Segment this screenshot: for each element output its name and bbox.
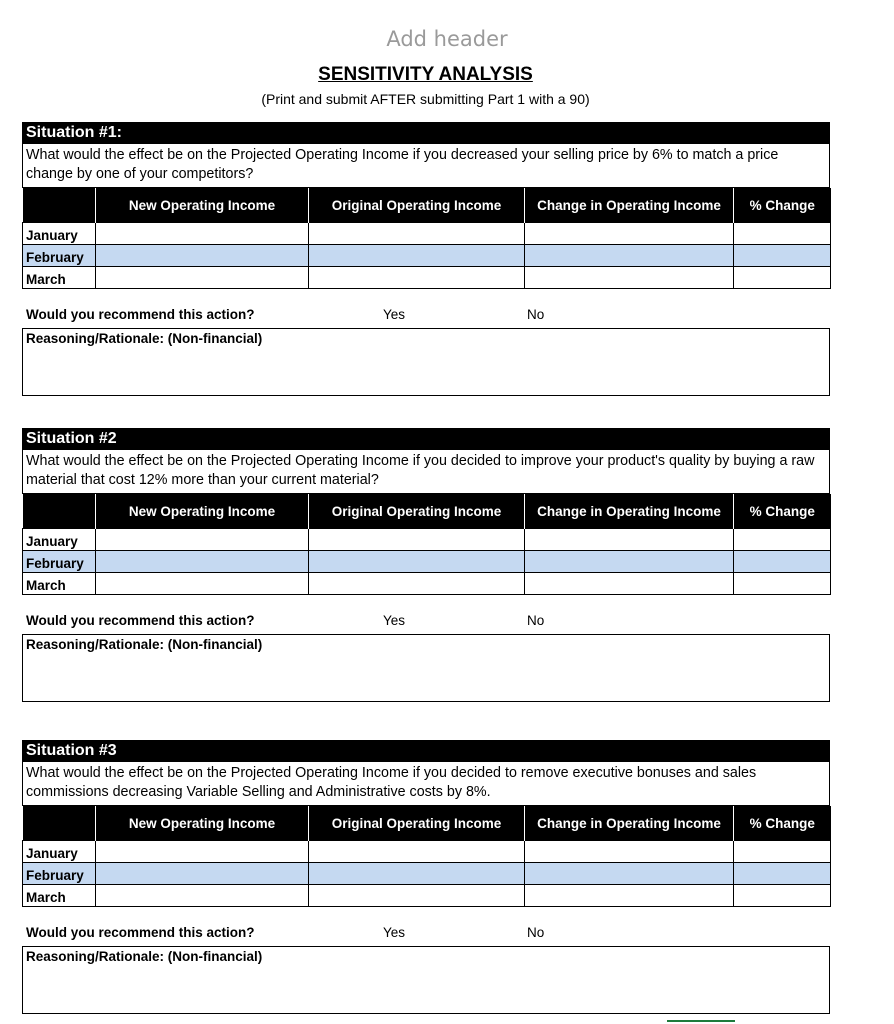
percent-change-cell[interactable] [734, 267, 831, 289]
reasoning-label: Reasoning/Rationale: (Non-financial) [26, 637, 263, 652]
table-row [23, 863, 831, 885]
situation-2-section [22, 428, 830, 702]
recommend-row [22, 923, 830, 945]
new-income-cell[interactable] [96, 551, 309, 573]
change-income-cell[interactable] [525, 267, 734, 289]
reasoning-label: Reasoning/Rationale: (Non-financial) [26, 949, 263, 964]
change-income-cell[interactable] [525, 841, 734, 863]
change-income-cell[interactable] [525, 551, 734, 573]
table-row [23, 245, 831, 267]
column-header: Original Operating Income [309, 188, 525, 223]
column-header [23, 494, 96, 529]
no-option[interactable]: No [527, 613, 545, 628]
recommend-question: Would you recommend this action? [26, 307, 255, 322]
original-income-cell[interactable] [309, 841, 525, 863]
new-income-cell[interactable] [96, 841, 309, 863]
percent-change-cell[interactable] [734, 529, 831, 551]
percent-change-cell[interactable] [734, 573, 831, 595]
change-income-cell[interactable] [525, 573, 734, 595]
column-header [23, 806, 96, 841]
column-header: New Operating Income [96, 188, 309, 223]
original-income-cell[interactable] [309, 245, 525, 267]
table-row [23, 223, 831, 245]
income-table [22, 494, 831, 595]
change-income-cell[interactable] [525, 863, 734, 885]
reasoning-box[interactable] [22, 946, 830, 1014]
page-title: SENSITIVITY ANALYSIS [318, 64, 533, 85]
column-header: Original Operating Income [309, 494, 525, 529]
add-header-placeholder[interactable]: Add header [386, 27, 508, 51]
reasoning-box[interactable] [22, 634, 830, 702]
month-label: February [23, 863, 96, 885]
new-income-cell[interactable] [96, 529, 309, 551]
yes-option[interactable]: Yes [383, 613, 406, 628]
month-label: March [23, 885, 96, 907]
new-income-cell[interactable] [96, 863, 309, 885]
original-income-cell[interactable] [309, 885, 525, 907]
table-row [23, 267, 831, 289]
month-label: January [23, 223, 96, 245]
column-header: Change in Operating Income [525, 494, 734, 529]
original-income-cell[interactable] [309, 529, 525, 551]
table-row [23, 885, 831, 907]
original-income-cell[interactable] [309, 551, 525, 573]
income-table [22, 188, 831, 289]
selected-cell-indicator [667, 1020, 735, 1022]
new-income-cell[interactable] [96, 885, 309, 907]
percent-change-cell[interactable] [734, 841, 831, 863]
column-header: % Change [734, 188, 831, 223]
recommend-row [22, 305, 830, 327]
no-option[interactable]: No [527, 307, 545, 322]
change-income-cell[interactable] [525, 529, 734, 551]
new-income-cell[interactable] [96, 245, 309, 267]
month-label: February [23, 551, 96, 573]
month-label: January [23, 841, 96, 863]
recommend-question: Would you recommend this action? [26, 925, 255, 940]
original-income-cell[interactable] [309, 863, 525, 885]
percent-change-cell[interactable] [734, 223, 831, 245]
table-row [23, 529, 831, 551]
situation-heading: Situation #2 [22, 428, 830, 450]
new-income-cell[interactable] [96, 223, 309, 245]
recommend-row [22, 611, 830, 633]
yes-option[interactable]: Yes [383, 925, 406, 940]
column-header [23, 188, 96, 223]
table-row [23, 551, 831, 573]
situation-heading: Situation #3 [22, 740, 830, 762]
table-header-row [23, 806, 831, 841]
no-option[interactable]: No [527, 925, 545, 940]
yes-option[interactable]: Yes [383, 307, 406, 322]
table-header-row [23, 188, 831, 223]
situation-question: What would the effect be on the Projected Operating Income if you decreased your selling price by 6% to match a price change by one of your competitors? [22, 144, 830, 188]
reasoning-label: Reasoning/Rationale: (Non-financial) [26, 331, 263, 346]
recommend-question: Would you recommend this action? [26, 613, 255, 628]
change-income-cell[interactable] [525, 223, 734, 245]
situation-heading: Situation #1: [22, 122, 830, 144]
situation-1-section [22, 122, 830, 396]
column-header: Change in Operating Income [525, 188, 734, 223]
column-header: New Operating Income [96, 494, 309, 529]
original-income-cell[interactable] [309, 267, 525, 289]
change-income-cell[interactable] [525, 245, 734, 267]
new-income-cell[interactable] [96, 267, 309, 289]
month-label: March [23, 267, 96, 289]
column-header: Change in Operating Income [525, 806, 734, 841]
table-row [23, 841, 831, 863]
column-header: % Change [734, 494, 831, 529]
percent-change-cell[interactable] [734, 885, 831, 907]
situation-question: What would the effect be on the Projected Operating Income if you decided to remove executive bonuses and sales commissions decreasing Variable Selling and Administrative costs by 8%. [22, 762, 830, 806]
percent-change-cell[interactable] [734, 863, 831, 885]
situation-question: What would the effect be on the Projected Operating Income if you decided to improve your product's quality by buying a raw material that cost 12% more than your current material? [22, 450, 830, 494]
change-income-cell[interactable] [525, 885, 734, 907]
month-label: January [23, 529, 96, 551]
table-row [23, 573, 831, 595]
situation-3-section [22, 740, 830, 1014]
new-income-cell[interactable] [96, 573, 309, 595]
original-income-cell[interactable] [309, 223, 525, 245]
income-table [22, 806, 831, 907]
month-label: March [23, 573, 96, 595]
percent-change-cell[interactable] [734, 551, 831, 573]
column-header: Original Operating Income [309, 806, 525, 841]
reasoning-box[interactable] [22, 328, 830, 396]
percent-change-cell[interactable] [734, 245, 831, 267]
page-subtitle: (Print and submit AFTER submitting Part 1 with a 90) [261, 91, 590, 107]
table-header-row [23, 494, 831, 529]
original-income-cell[interactable] [309, 573, 525, 595]
column-header: New Operating Income [96, 806, 309, 841]
column-header: % Change [734, 806, 831, 841]
month-label: February [23, 245, 96, 267]
